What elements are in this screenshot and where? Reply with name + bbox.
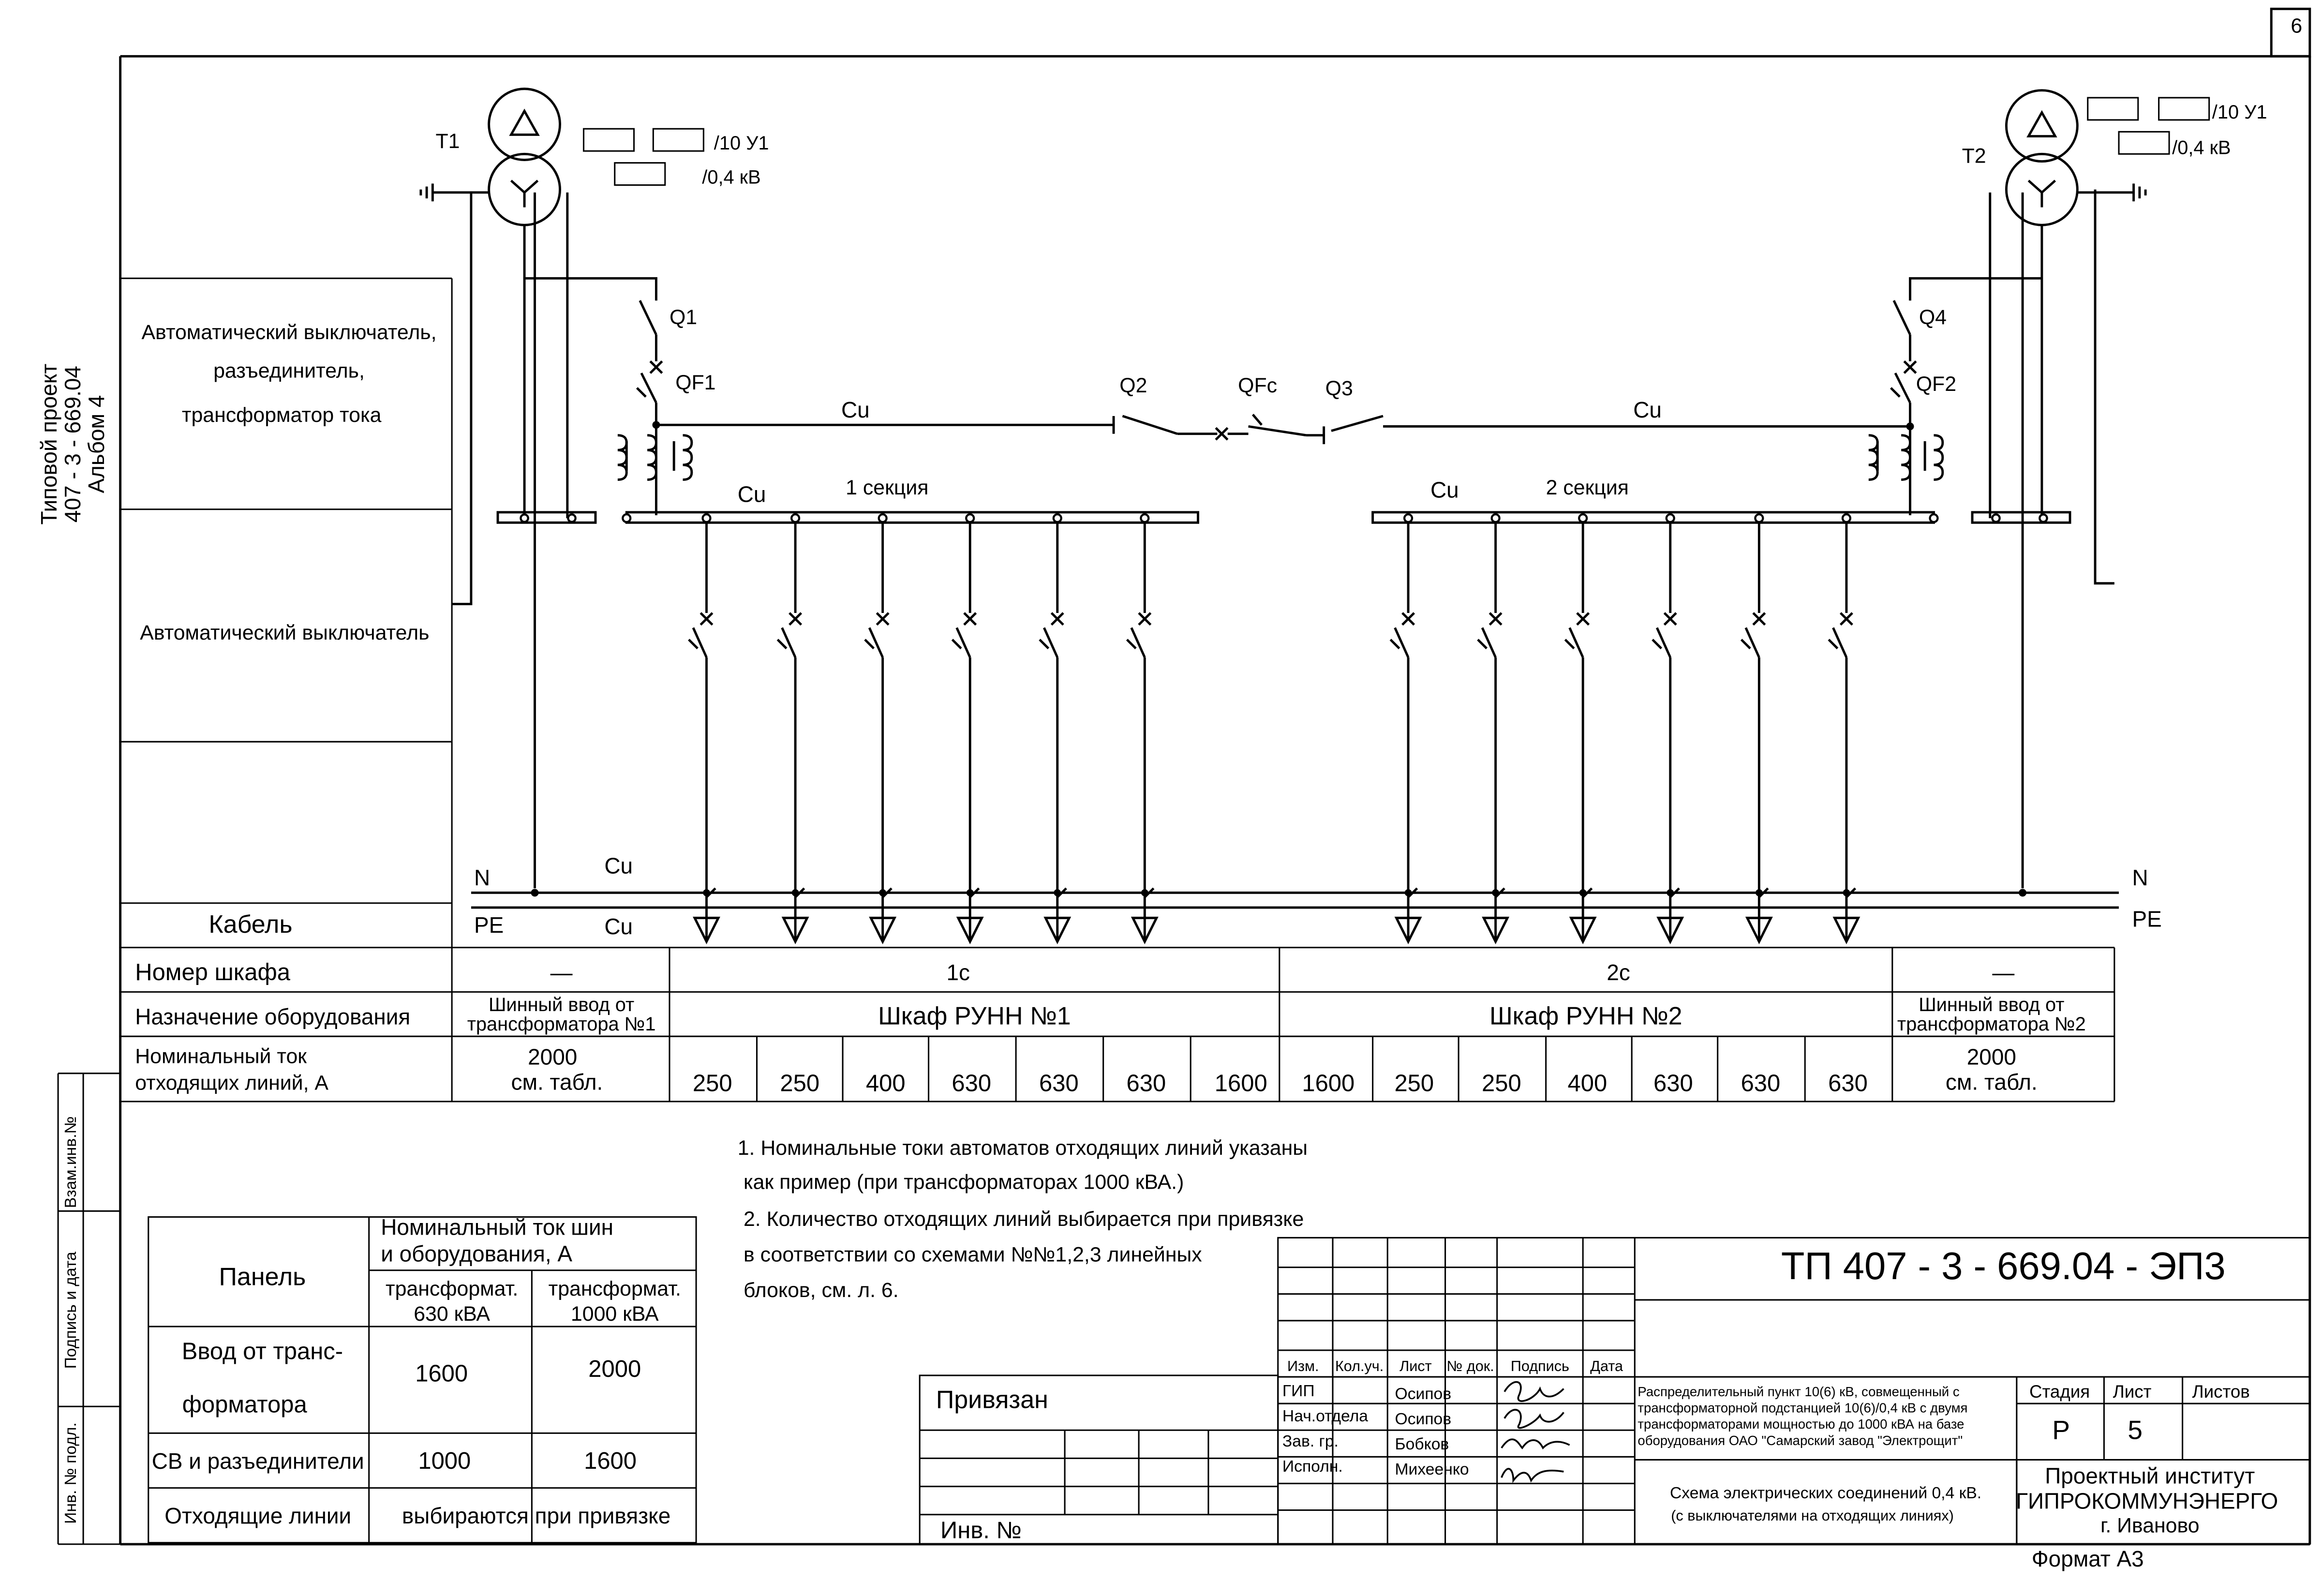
- name-1: Осипов: [1395, 1385, 1452, 1403]
- ct-2b: [1901, 435, 1910, 480]
- q2-blade: [1122, 416, 1177, 434]
- bus1-end-node: [623, 514, 630, 522]
- current-2-5: 630: [1653, 1070, 1693, 1097]
- row1-label-2: разъединитель,: [213, 359, 365, 383]
- feeder-1-5-blade: [1044, 628, 1057, 657]
- feeder-1-4-trip: [952, 640, 961, 648]
- cabinet-dash-left: —: [550, 959, 573, 985]
- row-current-label-1: Номинальный ток: [135, 1044, 307, 1068]
- pe-label-right: PE: [2132, 906, 2162, 932]
- t1000-line1: трансформат.: [548, 1277, 681, 1300]
- stamp-signature-date: Подпись и дата: [61, 1252, 80, 1369]
- document-code: ТП 407 - 3 - 669.04 - ЭП3: [1781, 1244, 2226, 1288]
- busbar-section-1: [626, 512, 1198, 522]
- runn1-label: Шкаф РУНН №1: [878, 1002, 1071, 1030]
- node-left: [652, 421, 660, 429]
- ct-1a: [618, 435, 626, 480]
- feeder-2-2-bus-node: [1492, 514, 1500, 522]
- feeder-1-2-trip: [777, 640, 786, 648]
- t2-rating-1: /10 У1: [2212, 101, 2267, 123]
- signature-2: [1504, 1410, 1563, 1428]
- scheme-1: Схема электрических соединений 0,4 кВ.: [1670, 1484, 1982, 1503]
- t2-rating-box-3: [2119, 132, 2169, 154]
- feeder-1-2-blade: [782, 628, 796, 657]
- in2-note: см. табл.: [1945, 1069, 2038, 1095]
- runn2-label: Шкаф РУНН №2: [1489, 1002, 1682, 1030]
- input1-line2: трансформатора №1: [467, 1013, 656, 1035]
- t2-winding-lv: [2006, 154, 2077, 225]
- title-block-header: [1287, 1358, 1623, 1374]
- row1-label-1: Автоматический выключатель,: [141, 320, 437, 344]
- qfc-blade: [1249, 426, 1306, 435]
- row-input-1000: 2000: [588, 1356, 641, 1383]
- feeder-2-5-blade: [1746, 628, 1759, 657]
- title-hdr-4: № док.: [1446, 1357, 1494, 1374]
- current-1-4: 630: [952, 1070, 992, 1097]
- row-sv-1000: 1600: [584, 1447, 637, 1474]
- feeder-2-4-bus-node: [1667, 514, 1674, 522]
- title-hdr-6: Дата: [1590, 1357, 1623, 1374]
- note-2-line3: блоков, см. л. 6.: [743, 1278, 899, 1302]
- feeder-2-3-bus-node: [1579, 514, 1587, 522]
- current-1-2: 250: [780, 1070, 820, 1097]
- row1-label-3: трансформатор тока: [181, 403, 382, 427]
- desc-1: Распределительный пункт 10(6) кВ, совмещенный с: [1637, 1384, 1960, 1399]
- n-node-right: [2019, 889, 2026, 896]
- cu-label-section1: Cu: [737, 481, 766, 507]
- feeder-1-1-bus-node: [703, 514, 711, 522]
- feeder-2-4-blade: [1657, 628, 1670, 657]
- q3-blade: [1331, 416, 1383, 431]
- role-3: Зав. гр.: [1282, 1432, 1339, 1450]
- title-hdr-1: Изм.: [1287, 1357, 1319, 1374]
- row-outgoing: Отходящие линии: [164, 1503, 352, 1529]
- cu-label-n: Cu: [604, 853, 633, 879]
- sheet-value: 5: [2128, 1415, 2143, 1445]
- desc-3: трансформаторами мощностью до 1000 кВА на базе: [1637, 1417, 1965, 1432]
- t630-line1: трансформат.: [385, 1277, 519, 1300]
- binding-label: Привязан: [936, 1386, 1048, 1414]
- ct-1b: [647, 435, 656, 480]
- current-2-7: 630: [1828, 1070, 1868, 1097]
- qf1-label: QF1: [675, 371, 716, 394]
- feeder-2-3-blade: [1570, 628, 1583, 657]
- t1-n-conductor: [452, 193, 471, 604]
- feeder-1-3-bus-node: [879, 514, 887, 522]
- binding-inv: Инв. №: [940, 1517, 1022, 1544]
- section-1-label: 1 секция: [846, 476, 929, 500]
- table-grid: [58, 98, 2310, 1544]
- q1-top-lead: [524, 278, 656, 300]
- qf1-blade: [641, 373, 656, 403]
- ct-2a: [1869, 435, 1877, 480]
- cu-label-section2: Cu: [1430, 477, 1459, 503]
- feeder-2-4-trip: [1652, 640, 1661, 648]
- t1-link-node-1: [521, 514, 528, 522]
- sheet-header: Лист: [2113, 1381, 2152, 1402]
- section-2-label: 2 секция: [1546, 476, 1629, 500]
- t2-link-node-1: [1992, 514, 1999, 522]
- stage-header: Стадия: [2029, 1381, 2090, 1402]
- current-1-1: 250: [692, 1070, 732, 1097]
- note-2-line1: 2. Количество отходящих линий выбирается при привязке: [743, 1207, 1304, 1231]
- row-input-2: форматора: [182, 1391, 307, 1418]
- in1-current: 2000: [528, 1044, 578, 1070]
- role-4: Исполн.: [1282, 1457, 1343, 1476]
- in2-current: 2000: [1966, 1044, 2016, 1070]
- input1-line1: Шинный ввод от: [488, 994, 635, 1016]
- note-2-line2: в соответствии со схемами №№1,2,3 линейных: [743, 1243, 1202, 1267]
- input2-line2: трансформатора №2: [1897, 1013, 2086, 1035]
- t2-link-node-2: [2039, 514, 2047, 522]
- current-2-4: 400: [1567, 1070, 1608, 1097]
- note-1-line1: 1. Номинальные токи автоматов отходящих линий указаны: [737, 1136, 1308, 1160]
- feeder-1-1-n-node: [703, 889, 710, 896]
- feeder-2-5-trip: [1742, 640, 1750, 648]
- name-2: Осипов: [1395, 1410, 1452, 1429]
- note-1-line2: как пример (при трансформаторах 1000 кВА.): [743, 1170, 1184, 1194]
- current-1-6: 630: [1126, 1070, 1166, 1097]
- in1-note: см. табл.: [511, 1069, 603, 1095]
- side-title-line3: Альбом 4: [83, 395, 109, 493]
- current-1-3: 400: [865, 1070, 906, 1097]
- t1-winding-lv: [489, 154, 560, 225]
- name-4: Михеенко: [1395, 1461, 1469, 1479]
- side-title: [36, 364, 109, 525]
- panel-head-2: и оборудования, А: [381, 1241, 572, 1267]
- feeder-1-6-trip: [1127, 640, 1136, 648]
- feeder-2-6-bus-node: [1843, 514, 1850, 522]
- current-1-5: 630: [1039, 1070, 1079, 1097]
- desc-4: оборудования ОАО "Самарский завод "Электрощит": [1637, 1432, 1963, 1448]
- t2-rating-2: /0,4 кВ: [2172, 137, 2231, 159]
- qfc-label: QFc: [1238, 373, 1278, 397]
- row-outgoing-value: выбираются при привязке: [402, 1503, 671, 1529]
- format-label: Формат А3: [2031, 1546, 2144, 1571]
- feeder-1-6-bus-node: [1141, 514, 1148, 522]
- feeder-2-3-n-node: [1579, 889, 1587, 896]
- feeder-1-4-bus-node: [966, 514, 974, 522]
- t630-line2: 630 кВА: [414, 1302, 491, 1326]
- t2-winding-hv: [2006, 90, 2077, 162]
- n-label-left: N: [474, 865, 491, 891]
- stamp-inv-original: Инв. № подл.: [61, 1422, 80, 1524]
- t1-winding-hv: [489, 89, 560, 160]
- feeder-2-2-trip: [1478, 640, 1487, 648]
- cabinet-1c: 1с: [946, 959, 970, 985]
- t2-rating-box-1: [2088, 98, 2138, 120]
- qfc-trip: [1253, 415, 1262, 425]
- q1-label: Q1: [669, 306, 698, 329]
- q3-label: Q3: [1325, 377, 1353, 401]
- feeder-1-3-blade: [869, 628, 883, 657]
- t1-bus-link: [498, 512, 595, 522]
- current-2-3: 250: [1482, 1070, 1521, 1097]
- side-title-line2: 407 - 3 - 669.04: [60, 366, 85, 523]
- feeder-1-2-bus-node: [791, 514, 799, 522]
- t2-label: T2: [1962, 144, 1986, 168]
- n-label-right: N: [2132, 865, 2148, 891]
- t1-rating-2: /0,4 кВ: [702, 166, 761, 188]
- outgoing-currents: [693, 1070, 1868, 1096]
- t1-delta-symbol: [511, 111, 538, 135]
- current-2-2: 250: [1394, 1070, 1434, 1097]
- qf2-blade: [1895, 373, 1910, 403]
- t1-rating-1: /10 У1: [714, 133, 769, 154]
- pe-label-left: PE: [474, 912, 504, 938]
- title-hdr-3: Лист: [1399, 1357, 1432, 1374]
- t1-rating-box-1: [583, 129, 634, 151]
- cu-label-pe: Cu: [604, 914, 633, 940]
- feeder-1-3-n-node: [879, 889, 886, 896]
- node-right: [1906, 422, 1914, 430]
- role-2: Нач.отдела: [1282, 1407, 1368, 1425]
- qf2-trip: [1891, 388, 1900, 397]
- feeder-2-3-trip: [1565, 640, 1574, 648]
- feeder-2-1-trip: [1390, 640, 1399, 648]
- row-cabinet-label: Номер шкафа: [135, 959, 290, 985]
- input2-line1: Шинный ввод от: [1919, 994, 2065, 1016]
- n-node-left: [531, 889, 539, 896]
- feeder-1-5-bus-node: [1054, 514, 1061, 522]
- signature-1: [1504, 1382, 1563, 1402]
- t2-n-conductor: [2095, 190, 2114, 583]
- ct-1c: [683, 435, 692, 480]
- feeder-1-5-n-node: [1054, 889, 1061, 896]
- feeder-2-1-bus-node: [1404, 514, 1412, 522]
- row-current-label-2: отходящих линий, А: [135, 1071, 328, 1095]
- feeder-1-2-n-node: [792, 889, 799, 896]
- ct-2c: [1934, 435, 1942, 480]
- cabinet-dash-right: —: [1992, 959, 2015, 985]
- row-input-630: 1600: [415, 1360, 468, 1387]
- cu-label-top-right: Cu: [1633, 397, 1662, 423]
- row-purpose-label: Назначение оборудования: [135, 1004, 411, 1029]
- t2-delta-symbol: [2028, 113, 2055, 136]
- qf2-label: QF2: [1916, 372, 1957, 396]
- row2-label: Автоматический выключатель: [140, 621, 430, 645]
- role-1: ГИП: [1282, 1382, 1315, 1400]
- feeder-2-5-bus-node: [1755, 514, 1763, 522]
- cu-label-top-left: Cu: [841, 397, 870, 423]
- feeder-2-6-n-node: [1843, 889, 1850, 896]
- signature-4: [1502, 1469, 1564, 1480]
- current-2-1: 1600: [1302, 1070, 1355, 1097]
- feeder-2-1-blade: [1395, 628, 1409, 657]
- feeder-1-4-blade: [957, 628, 970, 657]
- q4-blade: [1894, 300, 1910, 334]
- cable-label: Кабель: [208, 910, 293, 939]
- feeder-2-2-n-node: [1492, 889, 1499, 896]
- feeder-1-1-trip: [689, 640, 698, 648]
- t1-rating-box-2: [653, 129, 703, 151]
- feeder-2-5-n-node: [1756, 889, 1763, 896]
- cabinet-2c: 2с: [1607, 959, 1630, 985]
- current-1-7: 1600: [1214, 1070, 1267, 1097]
- org-1: Проектный институт: [2045, 1463, 2255, 1489]
- scheme-2: (с выключателями на отходящих линиях): [1671, 1507, 1954, 1524]
- row-input-1: Ввод от транс-: [181, 1338, 343, 1365]
- feeder-2-2-blade: [1482, 628, 1496, 657]
- feeder-2-1-n-node: [1405, 889, 1412, 896]
- org-2: ГИПРОКОММУНЭНЕРГО: [2016, 1488, 2278, 1514]
- q4-label: Q4: [1919, 306, 1947, 329]
- name-3: Бобков: [1395, 1435, 1449, 1454]
- panel-head-1: Номинальный ток шин: [381, 1214, 613, 1240]
- current-2-6: 630: [1741, 1070, 1781, 1097]
- title-hdr-5: Подпись: [1510, 1357, 1569, 1374]
- t1-label: T1: [435, 130, 460, 153]
- q1-blade: [640, 300, 656, 334]
- q2-label: Q2: [1119, 373, 1147, 397]
- title-hdr-2: Кол.уч.: [1335, 1357, 1384, 1374]
- signature-3: [1502, 1439, 1570, 1448]
- sheets-header: Листов: [2192, 1381, 2250, 1402]
- t1-link-node-2: [568, 514, 575, 522]
- stamp-replace-inv: Взам.инв.№: [61, 1116, 80, 1208]
- feeder-2-4-n-node: [1667, 889, 1674, 896]
- t2-rating-box-2: [2159, 98, 2209, 120]
- feeder-2-6-blade: [1833, 628, 1846, 657]
- side-title-line1: Типовой проект: [36, 363, 62, 525]
- feeder-1-3-trip: [865, 640, 874, 648]
- org-3: г. Иваново: [2100, 1514, 2200, 1537]
- page-number: 6: [2291, 14, 2303, 38]
- feeder-1-4-n-node: [967, 889, 974, 896]
- qf1-trip: [637, 388, 646, 397]
- feeder-1-6-n-node: [1141, 889, 1148, 896]
- desc-2: трансформаторной подстанцией 10(6)/0,4 кВ с двумя: [1637, 1400, 1968, 1416]
- t1-rating-box-3: [615, 163, 665, 185]
- t1000-line2: 1000 кВА: [570, 1302, 659, 1326]
- feeder-1-1-blade: [693, 628, 707, 657]
- feeder-2-6-trip: [1829, 640, 1837, 648]
- bus2-end-node: [1930, 514, 1938, 522]
- stage-value: Р: [2052, 1415, 2070, 1445]
- feeder-1-6-blade: [1131, 628, 1145, 657]
- row-sv: СВ и разъединители: [151, 1448, 364, 1474]
- t2-bus-link: [1972, 512, 2070, 522]
- panel-header: Панель: [219, 1263, 306, 1291]
- feeder-1-5-trip: [1040, 640, 1048, 648]
- row-sv-630: 1000: [418, 1447, 471, 1474]
- t2-wye-symbol: [2028, 180, 2055, 207]
